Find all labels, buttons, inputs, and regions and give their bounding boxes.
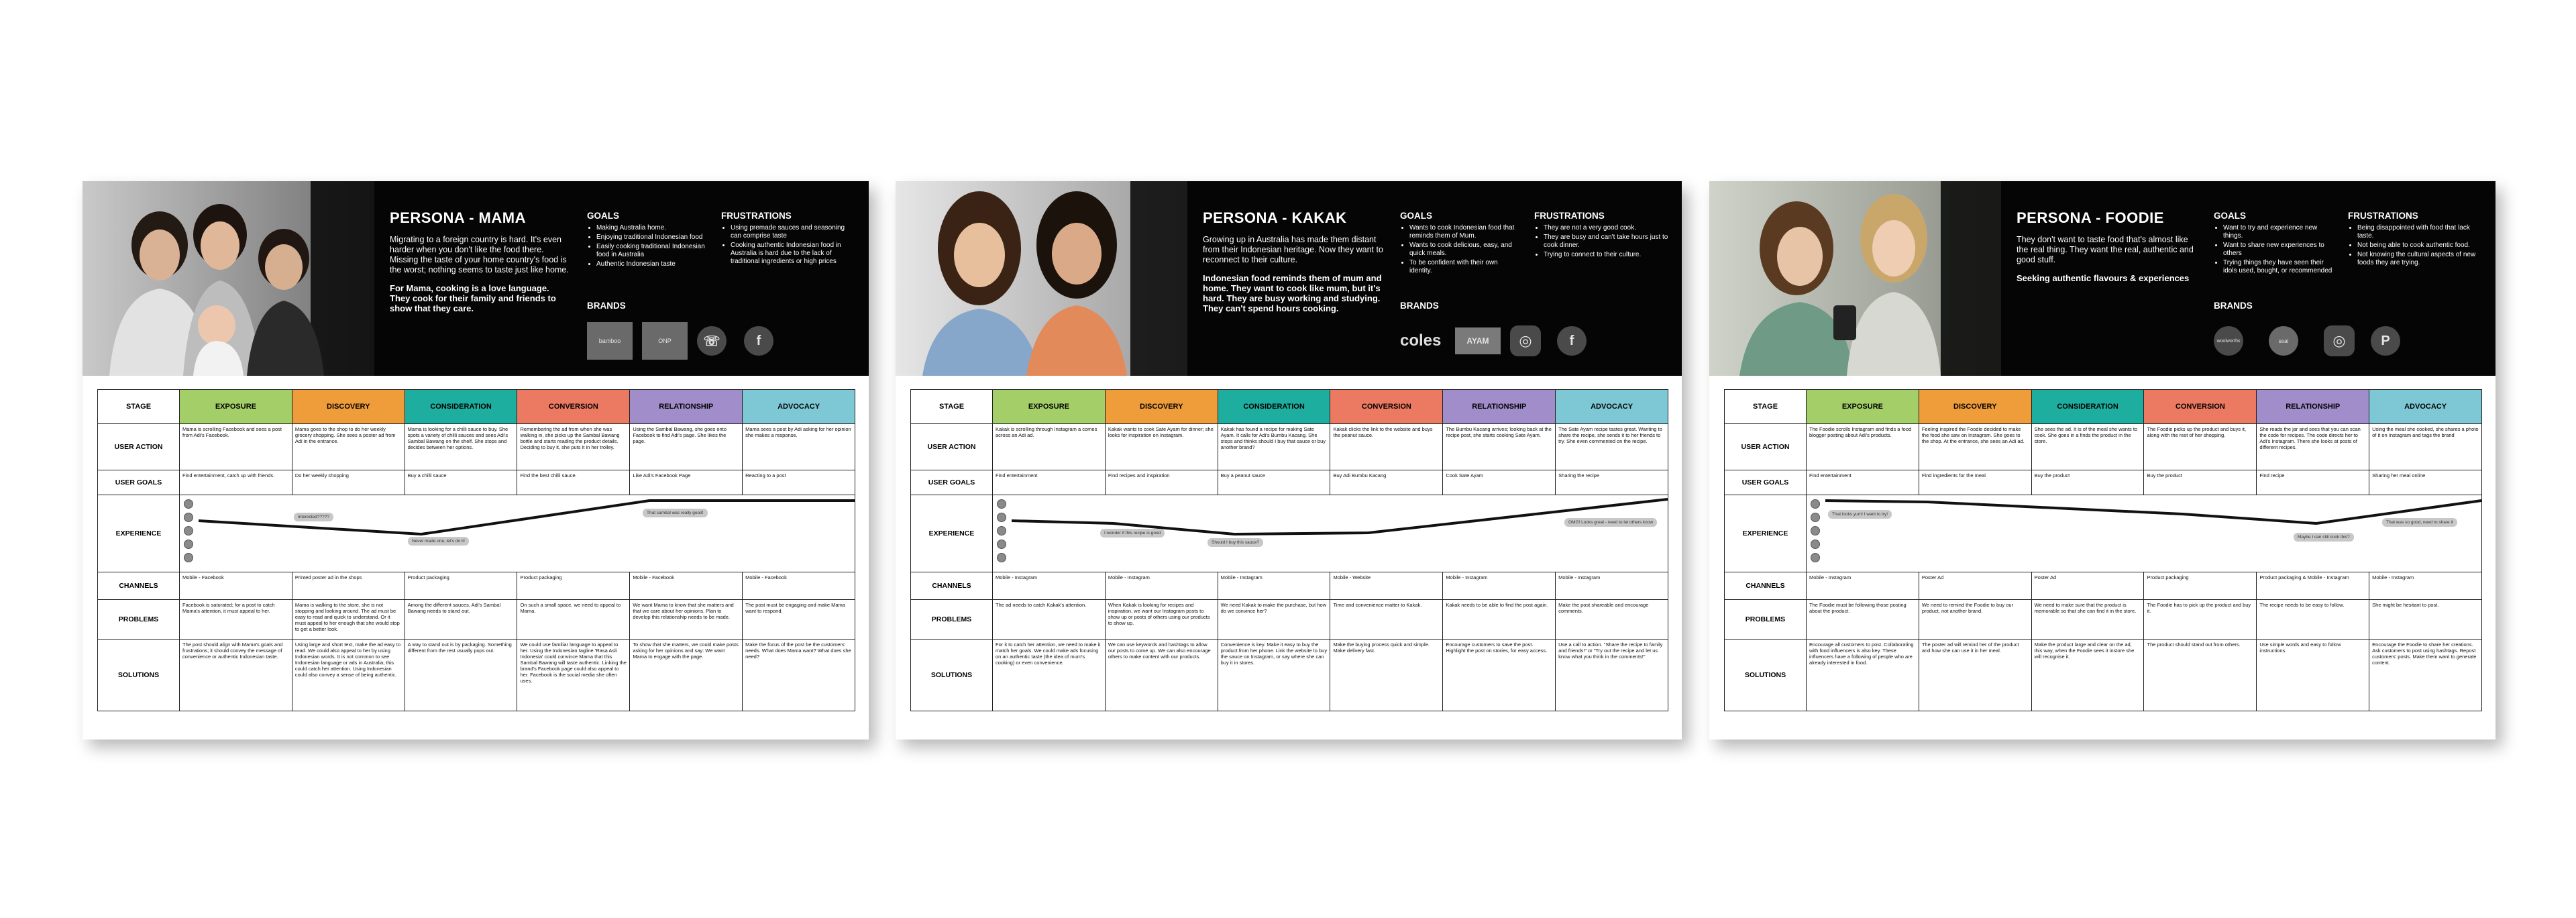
cell: Kakak is scrolling through Instagram a comes across an Adi ad. [993,424,1106,470]
cell: The post must be engaging and make Mama want to respond. [743,600,855,640]
woolworths-logo: woolworths [2214,326,2243,356]
stage-relationship: RELATIONSHIP [1443,390,1556,424]
user-goals-row [1725,470,2482,495]
cell: She reads the jar and sees that you can scan the code for recipes. The code directs her to Adi's Instagram. There she looks at posts of different recipes. [2257,424,2369,470]
cell: Facebook is saturated; for a post to catch Mama's attention, it must appeal to her. [180,600,292,640]
row-label: USER GOALS [98,470,180,495]
cell: Buy the product [2031,470,2144,495]
cell: We need Kakak to make the purchase, but how do we convince her? [1218,600,1330,640]
cell: Find the best chilli sauce. [517,470,630,495]
cell: Mobile - Instagram [1105,572,1218,600]
cell: Using the meal she cooked, she shares a photo of it on Instagram and tags the brand [2369,424,2482,470]
channels-row [98,572,855,600]
stage-advocacy: ADVOCACY [1556,390,1668,424]
experience-graph [1807,495,2482,572]
cell: Mama is looking for a chilli sauce to buy. She spots a variety of chilli sauces and sees Adi's Sambal Bawang on the shelf. She stops and decides between her options. [405,424,517,470]
cell: Mobile - Facebook [743,572,855,600]
brands-heading: BRANDS [2214,301,2253,311]
cell: Find entertainment [1807,470,1919,495]
cell: The post should align with Mama's goals and frustrations; it should convey the message of convenience or authentic Indonesian taste. [180,640,292,711]
goals-heading: GOALS [587,211,620,221]
cell: Mobile - Facebook [180,572,292,600]
persona-title: PERSONA - FOODIE [2017,209,2164,226]
user-action-row [911,424,1668,470]
frustrations-heading: FRUSTRATIONS [2348,211,2418,221]
row-label: SOLUTIONS [98,640,180,711]
row-label: EXPERIENCE [1725,495,1807,572]
coles-logo: coles [1400,332,1442,350]
persona-intro [1203,209,1384,313]
cell: Find entertainment, catch up with friends. [180,470,292,495]
cell: The Foodie must be following those posting about the product. [1807,600,1919,640]
stage-label: STAGE [1725,390,1807,424]
cell: On such a small space, we need to appeal to Mama. [517,600,630,640]
frustrations-heading: FRUSTRATIONS [721,211,792,221]
experience-note: That looks yum! I want to try! [1828,510,1892,519]
stage-exposure: EXPOSURE [180,390,292,424]
stage-relationship: RELATIONSHIP [2257,390,2369,424]
cell: We need to make sure that the product is memorable so that she can find it in the store. [2031,600,2144,640]
stage-label: STAGE [98,390,180,424]
cell: Feeling inspired the Foodie decided to make the food she saw on Instagram. She goes to the shop. At the entrance, she sees an Adi ad. [1919,424,2031,470]
bamboo-logo: bamboo [587,322,633,360]
stage-conversion: CONVERSION [517,390,630,424]
cell: The product should stand out from others. [2144,640,2257,711]
row-label: CHANNELS [1725,572,1807,600]
row-label: SOLUTIONS [911,640,993,711]
user-action-row [1725,424,2482,470]
cell: Mama is scrolling Facebook and sees a post from Adi's Facebook. [180,424,292,470]
cell: Find recipes and inspiration [1105,470,1218,495]
cell: Mobile - Instagram [1443,572,1556,600]
persona-header [83,181,869,376]
frustration-item: • Being disappointed with food that lack taste. [2357,224,2482,240]
cell: Remembering the ad from when she was walking in, she picks up the Sambal Bawang bottle and starts reading the product details. Deciding to buy it, she puts it in her trolley. [517,424,630,470]
persona-photo [1709,181,2001,376]
cell: Kakak clicks the link to the website and buys the peanut sauce. [1330,424,1443,470]
stage-conversion: CONVERSION [2144,390,2257,424]
cell: Buy the product [2144,470,2257,495]
cell: Mama goes to the shop to do her weekly grocery shopping. She sees a poster ad from Adi in the entrance. [292,424,405,470]
cell: Kakak needs to be able to find the post again. [1443,600,1556,640]
cell: We need to remind the Foodie to buy our product, not another brand. [1919,600,2031,640]
facebook-icon: f [744,326,773,356]
goal-item: • Wants to cook Indonesian food that reminds them of Mum. [1409,224,1521,240]
frustration-item: • Not knowing the cultural aspects of new foods they are trying. [2357,251,2482,267]
cell: Buy a peanut sauce [1218,470,1330,495]
cell: Make the focus of the post be the customers' needs. What does Mama want? What does she need? [743,640,855,711]
row-label: EXPERIENCE [98,495,180,572]
journey-map-table [1724,389,2482,711]
row-label: USER GOALS [911,470,993,495]
experience-line [180,495,855,568]
experience-note: That was so good, need to share it [2382,518,2457,527]
experience-note: I wonder if this recipe is good [1100,529,1165,538]
stage-relationship: RELATIONSHIP [630,390,743,424]
stage-consideration: CONSIDERATION [2031,390,2144,424]
row-label: USER GOALS [1725,470,1807,495]
cell: Product packaging [2144,572,2257,600]
stage-discovery: DISCOVERY [1919,390,2031,424]
stage-row [98,390,855,424]
whatsapp-icon: ☏ [697,326,727,356]
frustrations-section [2348,211,2482,268]
row-label: CHANNELS [98,572,180,600]
problems-row [911,600,1668,640]
cell: A way to stand out is by packaging. Something different from the rest usually pops out. [405,640,517,711]
cell: We want Mama to know that she matters and that we care about her opinions. Plan to develop this relationship needs to be made. [630,600,743,640]
brands-heading: BRANDS [587,301,626,311]
experience-note: Should I buy this sauce? [1208,538,1263,547]
cell: Mama is walking to the store, she is not stopping and looking around. The ad must be easy to read and quick to understand. Or it must appeal to her enough that she would stop to get a better look. [292,600,405,640]
persona-description: Growing up in Australia has made them distant from their Indonesian heritage. Now they want to reconnect to their culture. [1203,235,1383,264]
row-label: SOLUTIONS [1725,640,1807,711]
goals-heading: GOALS [2214,211,2247,221]
cell: The Foodie has to pick up the product and buy it. [2144,600,2257,640]
cell: Make the buying process quick and simple. Make delivery fast. [1330,640,1443,711]
goal-item: • Trying things they have seen their idols used, bought, or recommended [2223,259,2334,275]
goal-item: • Making Australia home. [596,224,708,232]
stage-label: STAGE [911,390,993,424]
cell: Mobile - Instagram [1556,572,1668,600]
cell: Like Adi's Facebook Page [630,470,743,495]
cell: Mobile - Facebook [630,572,743,600]
cell: The ad needs to catch Kakak's attention. [993,600,1106,640]
cell: To show that she matters, we could make posts asking for her opinions and say: We want Mama to engage with the page. [630,640,743,711]
user-goals-row [98,470,855,495]
cell: Buy Adi Bumbu Kacang [1330,470,1443,495]
frustration-item: • Cooking authentic Indonesian food in Australia is hard due to the lack of traditional ingredients or high prices [731,242,855,266]
cell: We can use keywords and hashtags to allow our posts to come up. We can also encourage others to make content with our products. [1105,640,1218,711]
pinterest-icon: P [2371,326,2400,356]
facebook-icon: f [1557,326,1587,356]
persona-intro [2017,209,2198,283]
stage-exposure: EXPOSURE [1807,390,1919,424]
cell: She might be hesitant to post. [2369,600,2482,640]
experience-line [1807,495,2481,568]
row-label: USER ACTION [1725,424,1807,470]
cell: Mobile - Website [1330,572,1443,600]
cell: The Sate Ayam recipe tastes great. Wanting to share the recipe, she sends it to her friends to try. She even commented on the recipe. [1556,424,1668,470]
persona-title: PERSONA - KAKAK [1203,209,1347,226]
cell: Using the Sambal Bawang, she goes onto Facebook to find Adi's page. She likes the page. [630,424,743,470]
experience-row [911,495,1668,572]
journey-map-table [97,389,855,711]
cell: Buy a chilli sauce [405,470,517,495]
goal-item: • Want to share new experiences to others [2223,242,2334,258]
instagram-icon: ◎ [1510,325,1541,356]
frustration-item: • They are busy and can't take hours just to cook dinner. [1544,234,1668,250]
stage-consideration: CONSIDERATION [1218,390,1330,424]
row-label: PROBLEMS [1725,600,1807,640]
brands-heading: BRANDS [1400,301,1439,311]
user-goals-row [911,470,1668,495]
stage-discovery: DISCOVERY [1105,390,1218,424]
goals-heading: GOALS [1400,211,1433,221]
cell: Product packaging & Mobile - Instagram [2257,572,2369,600]
cell: Kakak wants to cook Sate Ayam for dinner; she looks for inspiration on Instagram. [1105,424,1218,470]
cell: Do her weekly shopping [292,470,405,495]
persona-header [1709,181,2496,376]
badge-logo: seal [2269,326,2298,356]
goal-item: • Enjoying traditional Indonesian food [596,234,708,242]
persona-photo [896,181,1187,376]
cell: Using large and short text, make the ad easy to read. We could also appeal to her by using Indonesian words. It is not common to see Indonesian language or ads in Australia; this could catch her attention. Using Indonesian could also convey a sense of being authentic. [292,640,405,711]
stage-conversion: CONVERSION [1330,390,1443,424]
solutions-row [98,640,855,711]
row-label: USER ACTION [911,424,993,470]
cell: Product packaging [517,572,630,600]
stage-discovery: DISCOVERY [292,390,405,424]
onp-logo: ONP [642,322,688,360]
solutions-row [911,640,1668,711]
cell: The recipe needs to be easy to follow. [2257,600,2369,640]
goals-section [1400,211,1521,276]
experience-note: Interested????? [294,513,333,521]
cell: Printed poster ad in the shops [292,572,405,600]
cell: Encourage the Foodie to share her creations. Ask customers to post using hashtags. Repost customers' posts. Make them want to generate content. [2369,640,2482,711]
persona-card-foodie [1709,181,2496,740]
cell: We could use familiar language to appeal to her. Using the Indonesian tagline 'Rasa Asli Indonesia' could convince Mama that this Sambal Bawang will taste authentic. Linking the brand's Facebook page could also appeal to her. Facebook is the social media she often uses. [517,640,630,711]
experience-line [993,495,1668,568]
cell: Poster Ad [2031,572,2144,600]
persona-title: PERSONA - MAMA [390,209,526,226]
persona-card-kakak [896,181,1682,740]
experience-note: OMG! Looks great - need to let others know [1564,518,1657,527]
experience-row [1725,495,2482,572]
stage-row [1725,390,2482,424]
frustration-item: • Not being able to cook authentic food. [2357,242,2482,250]
frustration-item: • Using premade sauces and seasoning can comprise taste [731,224,855,240]
cell: The Bumbu Kacang arrives; looking back at the recipe post, she starts cooking Sate Ayam. [1443,424,1556,470]
cell: Among the different sauces, Adi's Sambal Bawang needs to stand out. [405,600,517,640]
goals-section [587,211,708,270]
row-label: USER ACTION [98,424,180,470]
frustration-item: • They are not a very good cook. [1544,224,1668,232]
goal-item: • Want to try and experience new things. [2223,224,2334,240]
persona-highlight: Indonesian food reminds them of mum and home. They want to cook like mum, but it's hard. They are busy working and studying. They can't spend hours cooking. [1203,273,1382,313]
experience-row [98,495,855,572]
stage-advocacy: ADVOCACY [2369,390,2482,424]
cell: Mobile - Instagram [1218,572,1330,600]
cell: Reacting to a post [743,470,855,495]
cell: Find ingredients for the meal [1919,470,2031,495]
stage-advocacy: ADVOCACY [743,390,855,424]
persona-photo [83,181,374,376]
cell: Encourage customers to save the post. Highlight the post on stories, for easy access. [1443,640,1556,711]
channels-row [911,572,1668,600]
frustrations-section [1534,211,1668,260]
cell: Cook Sate Ayam [1443,470,1556,495]
instagram-icon: ◎ [2324,325,2355,356]
stage-exposure: EXPOSURE [993,390,1106,424]
cell: Make the product large and clear on the ad, this way, when the Foodie sees it instore she will recognise it. [2031,640,2144,711]
persona-description: They don't want to taste food that's almost like the real thing. They want the real, authentic and good stuff. [2017,235,2194,264]
goals-section [2214,211,2334,276]
journey-map-table [910,389,1668,711]
persona-highlight: Seeking authentic flavours & experiences [2017,273,2190,283]
cell: Mobile - Instagram [993,572,1106,600]
experience-note: Never made one, let's do it! [408,537,469,546]
cell: Sharing her meal online [2369,470,2482,495]
persona-card-mama [83,181,869,740]
channels-row [1725,572,2482,600]
goal-item: • To be confident with their own identity. [1409,259,1521,275]
persona-intro [390,209,571,313]
cell: She sees the ad. It is of the meal she wants to cook. She goes in a finds the product in the store. [2031,424,2144,470]
cell: The poster ad will remind her of the product and how she can use it in her meal. [1919,640,2031,711]
cell: Find entertainment [993,470,1106,495]
cell: Kakak has found a recipe for making Sate Ayam. It calls for Adi's Bumbu Kacang. She stops and thinks should I buy that sauce or buy another brand? [1218,424,1330,470]
ayam-logo: AYAM [1455,327,1501,354]
cell: Poster Ad [1919,572,2031,600]
brands-row [587,322,855,360]
persona-header [896,181,1682,376]
brands-row [2214,322,2482,360]
experience-note: That sambal was really good! [643,509,708,517]
experience-note: Maybe I can still cook this? [2294,533,2354,542]
cell: The Foodie scrolls Instagram and finds a food blogger posting about Adi's products. [1807,424,1919,470]
cell: Convenience is key. Make it easy to buy the product from her phone. Link the website to buy the sauce on Instagram, or say where she can buy it in stores. [1218,640,1330,711]
user-action-row [98,424,855,470]
frustration-item: • Trying to connect to their culture. [1544,251,1668,259]
row-label: PROBLEMS [98,600,180,640]
frustrations-section [721,211,855,267]
cell: When Kakak is looking for recipes and inspiration, we want our Instagram posts to show up or posts of others using our products to show up. [1105,600,1218,640]
goal-item: • Authentic Indonesian taste [596,260,708,268]
brands-row [1400,322,1668,360]
goal-item: • Easily cooking traditional Indonesian food in Australia [596,243,708,259]
cell: Use simple words and easy to follow instructions. [2257,640,2369,711]
row-label: PROBLEMS [911,600,993,640]
cell: Use a call to action. "Share the recipe to family and friends!" or "Try out the recipe and let us know what you think in the comments!" [1556,640,1668,711]
row-label: CHANNELS [911,572,993,600]
stage-row [911,390,1668,424]
stage-consideration: CONSIDERATION [405,390,517,424]
problems-row [98,600,855,640]
row-label: EXPERIENCE [911,495,993,572]
cell: For it to catch her attention, we need to make it match her goals. We could make ads focusing on an authentic taste (the idea of mum's cooking) or even convenience. [993,640,1106,711]
persona-description: Migrating to a foreign country is hard. It's even harder when you don't like the food there. Missing the taste of your home country's food is the worst; nothing seems to taste just like home. [390,235,569,274]
problems-row [1725,600,2482,640]
goal-item: • Wants to cook delicious, easy, and quick meals. [1409,242,1521,258]
cell: Time and convenience matter to Kakak. [1330,600,1443,640]
cell: Product packaging [405,572,517,600]
cell: Sharing the recipe [1556,470,1668,495]
cell: The Foodie picks up the product and buys it, along with the rest of her shopping. [2144,424,2257,470]
cell: Mobile - Instagram [2369,572,2482,600]
cell: Mama sees a post by Adi asking for her opinion she makes a response. [743,424,855,470]
cell: Encourage all customers to post. Collaborating with food influencers is also key. These influencers have a following of people who are already interested in food. [1807,640,1919,711]
frustrations-heading: FRUSTRATIONS [1534,211,1605,221]
solutions-row [1725,640,2482,711]
cell: Make the post shareable and encourage comments. [1556,600,1668,640]
persona-highlight: For Mama, cooking is a love language. They cook for their family and friends to show that they care. [390,283,556,313]
experience-graph [993,495,1668,572]
cell: Find recipe [2257,470,2369,495]
cell: Mobile - Instagram [1807,572,1919,600]
experience-graph [180,495,855,572]
